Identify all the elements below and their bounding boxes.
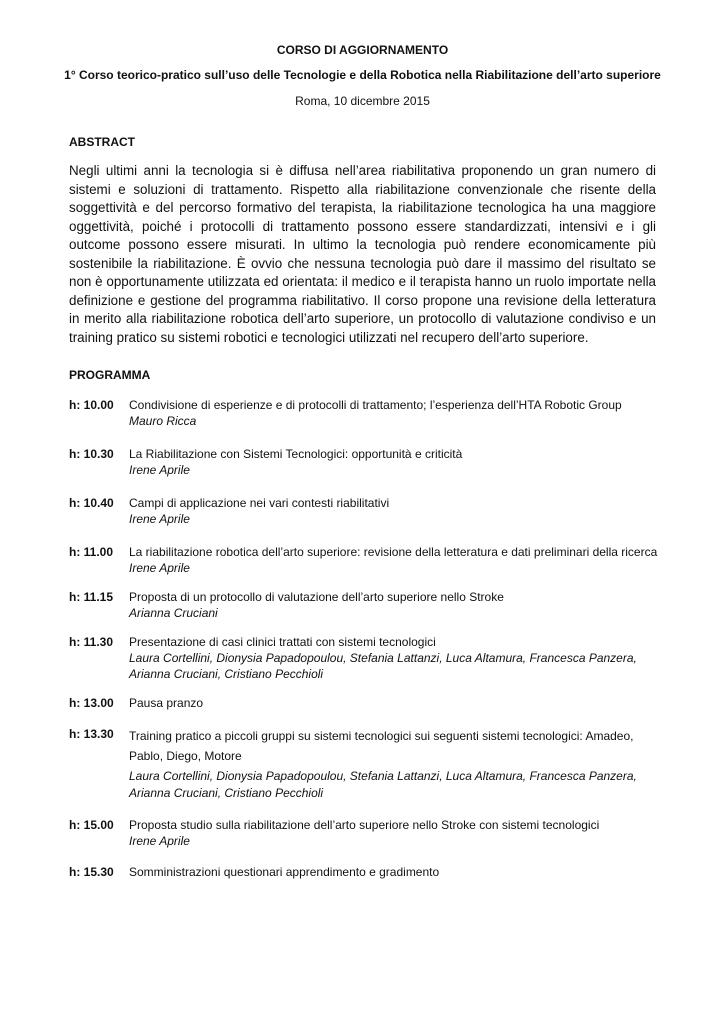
schedule-item — [69, 589, 659, 621]
programma-heading: PROGRAMMA — [69, 368, 151, 382]
schedule-activity: Proposta studio sulla riabilitazione dell’arto superiore nello Stroke con sistemi tecnologici — [129, 818, 600, 832]
schedule-activity: Presentazione di casi clinici trattati con sistemi tecnologici — [129, 635, 436, 649]
schedule-time: h: 11.15 — [69, 590, 114, 604]
place-date: Roma, 10 dicembre 2015 — [295, 94, 430, 108]
schedule-activity: Campi di applicazione nei vari contesti riabilitativi — [129, 496, 390, 510]
schedule-item — [69, 544, 659, 576]
schedule-item — [69, 864, 659, 880]
schedule-speaker: Laura Cortellini, Dionysia Papadopoulou, Stefania Lattanzi, Luca Altamura, Francesca Panzera, Arianna Cruciani, Cristiano Pecchioli — [129, 769, 637, 800]
schedule-time: h: 13.30 — [69, 727, 114, 741]
schedule-time: h: 15.00 — [69, 818, 114, 832]
schedule-activity: La Riabilitazione con Sistemi Tecnologici: opportunità e criticità — [129, 447, 463, 461]
abstract-heading: ABSTRACT — [69, 135, 135, 149]
schedule-speaker: Irene Aprile — [129, 512, 190, 526]
schedule-time: h: 15.30 — [69, 865, 114, 879]
schedule-item — [69, 446, 659, 478]
schedule-item — [69, 634, 659, 682]
abstract-text: Negli ultimi anni la tecnologia si è diffusa nell’area riabilitativa proponendo un gran numero di sistemi e soluzioni di trattamento. Rispetto alla riabilitazione convenzionale che risente della soggettività e del percorso formativo del terapista, la riabilitazione tecnologica ha una maggiore oggettività, poiché i protocolli di trattamento possono essere standardizzati, intensivi e i gli outcome possono essere misurati. In ultimo la tecnologia può rendere economicamente più sostenibile la riabilitazione. È ovvio che nessuna tecnologia può dare il massimo del risultato se non è opportunamente utilizzata ed orientata: il medico e il terapista hanno un ruolo importate nella definizione e gestione del programma riabilitativo. Il corso propone una revisione della letteratura in merito alla riabilitazione robotica dell’arto superiore, un protocollo di valutazione condiviso e un training pratico su sistemi robotici e tecnologici utilizzati nel recupero dell’arto superiore. — [69, 163, 656, 345]
schedule-time: h: 10.30 — [69, 447, 114, 461]
schedule-item — [69, 726, 659, 802]
schedule-time: h: 10.40 — [69, 496, 114, 510]
schedule-activity: Training pratico a piccoli gruppi su sistemi tecnologici sui seguenti sistemi tecnologici: Amadeo, Pablo, Diego, Motore — [129, 729, 634, 763]
schedule-time: h: 13.00 — [69, 696, 114, 710]
program-schedule — [69, 397, 659, 880]
schedule-speaker: Irene Aprile — [129, 834, 190, 848]
schedule-speaker: Laura Cortellini, Dionysia Papadopoulou, Stefania Lattanzi, Luca Altamura, Francesca Panzera, Arianna Cruciani, Cristiano Pecchioli — [129, 651, 637, 681]
schedule-speaker: Mauro Ricca — [129, 414, 197, 428]
schedule-activity: Somministrazioni questionari apprendimento e gradimento — [129, 865, 440, 879]
schedule-time: h: 11.30 — [69, 635, 114, 649]
schedule-time: h: 10.00 — [69, 398, 114, 412]
schedule-activity: La riabilitazione robotica dell’arto superiore: revisione della letteratura e dati preliminari della ricerca — [129, 545, 658, 559]
schedule-speaker: Arianna Cruciani — [129, 606, 218, 620]
course-title: 1° Corso teorico-pratico sull’uso delle Tecnologie e della Robotica nella Riabilitazione dell’arto superiore — [64, 68, 661, 82]
schedule-activity: Proposta di un protocollo di valutazione dell’arto superiore nello Stroke — [129, 590, 504, 604]
schedule-item — [69, 495, 659, 527]
schedule-speaker: Irene Aprile — [129, 463, 190, 477]
schedule-activity: Condivisione di esperienze e di protocolli di trattamento; l’esperienza dell’HTA Robotic Group — [129, 398, 622, 412]
schedule-item — [69, 695, 659, 711]
schedule-activity: Pausa pranzo — [129, 696, 204, 710]
schedule-item — [69, 817, 659, 849]
schedule-speaker: Irene Aprile — [129, 561, 190, 575]
course-type-heading: CORSO DI AGGIORNAMENTO — [276, 43, 449, 57]
schedule-item — [69, 397, 659, 429]
schedule-time: h: 11.00 — [69, 545, 114, 559]
